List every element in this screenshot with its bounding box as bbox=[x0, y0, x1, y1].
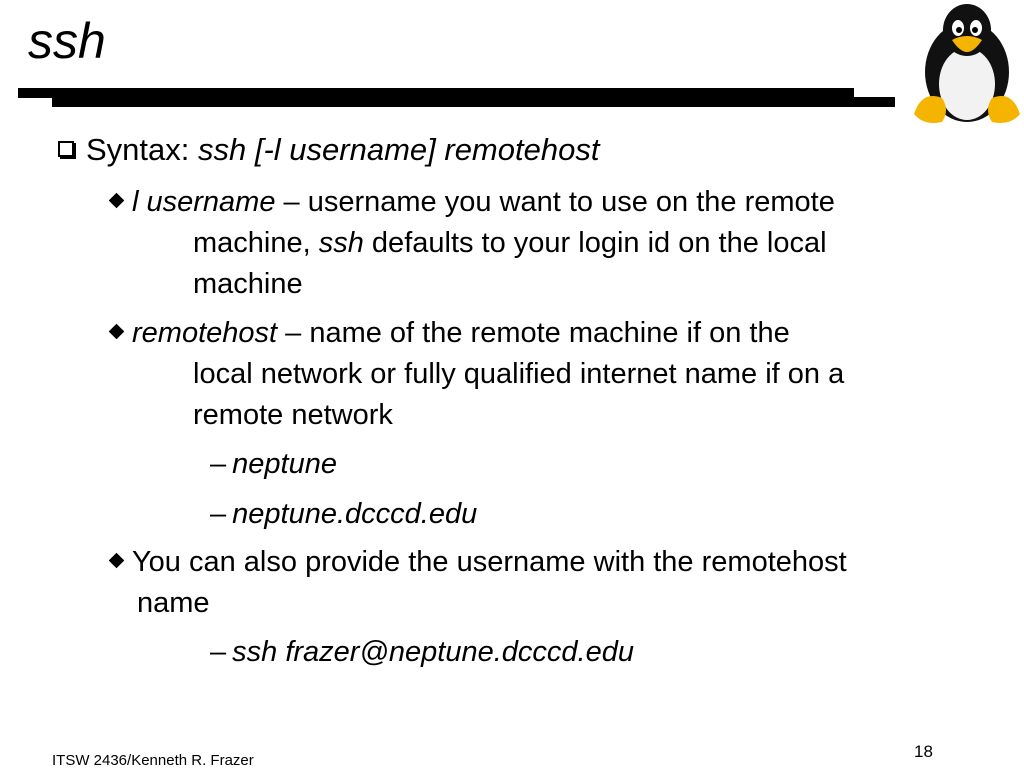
syntax-label: Syntax: bbox=[86, 132, 198, 167]
slide-title: ssh bbox=[28, 13, 106, 69]
dash-bullet: – bbox=[210, 448, 227, 480]
syntax-value: ssh [-l username] remotehost bbox=[198, 132, 600, 167]
also-line-2: name bbox=[137, 587, 210, 619]
remotehost-line-1 bbox=[108, 319, 790, 348]
syntax-line bbox=[58, 134, 599, 165]
dash-bullet: – bbox=[210, 498, 227, 530]
diamond-bullet-icon bbox=[109, 193, 125, 209]
remotehost-line-2: local network or fully qualified internet name if on a bbox=[193, 358, 845, 390]
example-text: neptune bbox=[232, 448, 337, 480]
remotehost-example-1 bbox=[210, 450, 337, 479]
also-line-1 bbox=[108, 548, 847, 577]
hollow-square-bullet-icon bbox=[58, 141, 74, 157]
option-l-line-1 bbox=[108, 188, 835, 217]
remotehost-term: remotehost bbox=[132, 317, 278, 349]
diamond-bullet-icon bbox=[109, 553, 125, 569]
page-number: 18 bbox=[914, 742, 933, 761]
option-l-desc-2a: machine, bbox=[193, 227, 319, 259]
title-rule-right bbox=[848, 97, 895, 107]
option-l-term: l username bbox=[132, 186, 276, 218]
remotehost-example-2 bbox=[210, 500, 477, 529]
option-l-desc-2-term: ssh bbox=[318, 227, 364, 259]
example-text: ssh frazer@neptune.dcccd.edu bbox=[232, 636, 634, 668]
also-example bbox=[210, 638, 634, 667]
option-l-line-2 bbox=[193, 229, 827, 258]
also-desc-1: You can also provide the username with the remotehost bbox=[132, 546, 847, 578]
title-rule-shadow bbox=[52, 97, 895, 107]
diamond-bullet-icon bbox=[109, 324, 125, 340]
tux-penguin-icon bbox=[912, 2, 1022, 128]
option-l-desc-2b: defaults to your login id on the local bbox=[363, 227, 827, 259]
option-l-line-3: machine bbox=[193, 268, 303, 300]
remotehost-line-3: remote network bbox=[193, 399, 393, 431]
remotehost-desc-1: – name of the remote machine if on the bbox=[277, 317, 790, 349]
footer-author: ITSW 2436/Kenneth R. Frazer bbox=[52, 752, 254, 769]
option-l-desc-1: – username you want to use on the remote bbox=[275, 186, 835, 218]
dash-bullet: – bbox=[210, 636, 227, 668]
example-text: neptune.dcccd.edu bbox=[232, 498, 478, 530]
